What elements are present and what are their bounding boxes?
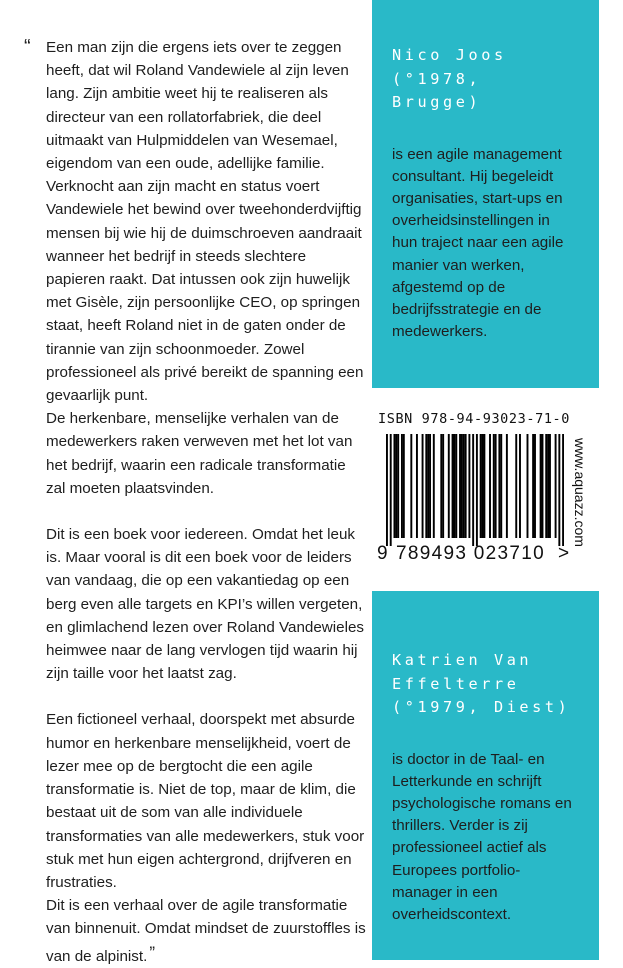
barcode-bar xyxy=(493,434,495,538)
barcode-bar xyxy=(442,434,444,538)
barcode-bar xyxy=(549,434,551,538)
barcode-bar xyxy=(483,434,485,538)
blurb-last-paragraph xyxy=(46,894,368,968)
barcode-bar xyxy=(482,434,484,538)
barcode-bar xyxy=(555,434,557,538)
author-panel-katrien-van-effelterre xyxy=(372,591,599,960)
author-bio: is een agile management consultant. Hij begeleidt organisaties, start-ups en overheidsinstellingen in hun traject naar een agile manier van werken, afgestemd op de bedrijfsstrategie en de medewerkers. xyxy=(392,145,564,341)
author-name: Nico Joos (°1978, Brugge) xyxy=(392,46,507,111)
publisher-url-text: www.aquazz.com xyxy=(572,438,588,547)
barcode-bar xyxy=(480,434,482,538)
publisher-url xyxy=(572,438,602,568)
barcode-bar xyxy=(459,434,461,538)
barcode-bar xyxy=(390,434,392,546)
barcode-bar xyxy=(461,434,463,538)
barcode-bar xyxy=(463,434,465,538)
author-panel-nico-joos xyxy=(372,0,599,388)
barcode-bar xyxy=(427,434,429,538)
isbn-label: ISBN 978-94-93023-71-0 xyxy=(378,411,571,427)
open-quote-mark: “ xyxy=(24,36,31,58)
barcode-bar xyxy=(519,434,521,538)
barcode-bar xyxy=(429,434,431,538)
blurb-paragraph-text: Dit is een verhaal over de agile transformatie van binnenuit. Omdat mindset de zuurstoffles is van de alpinist. xyxy=(46,897,366,965)
barcode-bars xyxy=(386,434,564,546)
close-quote-mark: ” xyxy=(149,942,155,962)
barcode-bar xyxy=(386,434,388,546)
barcode-bar xyxy=(476,434,478,546)
blurb-paragraph: Dit is een boek voor iedereen. Omdat het leuk is. Maar vooral is dit een boek voor de leiders van vandaag, die op een vakantiedag op een berg even alle targets en KPI’s willen vergeten, en glimlachend lezen over Roland Vandewieles heimwee naar de lang vervlogen tijd waarin hij zijn taille voor het laatst zag. xyxy=(46,526,365,683)
barcode-bar xyxy=(401,434,403,538)
barcode-bar xyxy=(425,434,427,538)
barcode-bar xyxy=(397,434,399,538)
barcode-bar xyxy=(416,434,418,538)
quiet-zone-arrow: > xyxy=(558,543,571,564)
barcode-bar xyxy=(542,434,544,538)
barcode-bar xyxy=(440,434,442,538)
barcode-bar xyxy=(495,434,497,538)
barcode-bar xyxy=(422,434,424,538)
ean-digit-groups: 789493 023710 xyxy=(396,543,545,564)
barcode-bar xyxy=(410,434,412,538)
barcode-bar xyxy=(532,434,534,538)
barcode-bar xyxy=(515,434,517,538)
barcode-bar xyxy=(393,434,395,538)
blurb-paragraph: Een fictioneel verhaal, doorspekt met absurde humor en herkenbare menselijkheid, voert de lezer mee op de bergtocht die een agile transformatie is. Niet de top, maar de klim, die bestaat uit de som van alle individuele transformaties van alle medewerkers, stuk voor stuk met hun eigen achtergrond, drijfveren en frustraties. xyxy=(46,711,365,891)
barcode-bar xyxy=(534,434,536,538)
barcode-bar xyxy=(395,434,397,538)
barcode-bar xyxy=(489,434,491,538)
barcode-bar xyxy=(498,434,500,538)
barcode-bar xyxy=(465,434,467,538)
barcode-bar xyxy=(562,434,564,546)
barcode-bar xyxy=(453,434,455,538)
ean-first-digit: 9 xyxy=(377,543,389,564)
blurb-paragraph: De herkenbare, menselijke verhalen van de medewerkers raken verweven met het lot van het bedrijf, waarin een radicale transformatie zal moeten plaatsvinden. xyxy=(46,410,353,497)
barcode-bar xyxy=(403,434,405,538)
back-cover-blurb xyxy=(24,36,368,968)
barcode-bar xyxy=(545,434,547,538)
barcode-bar xyxy=(527,434,529,538)
author-name: Katrien Van Effelterre (°1979, Diest) xyxy=(392,651,571,716)
blurb-paragraph: Een man zijn die ergens iets over te zeggen heeft, dat wil Roland Vandewiele al zijn leven lang. Zijn ambitie weet hij te realiseren als directeur van een rollatorfabriek, die deel uitmaakt van Hulpmiddelen van Wesemael, eigendom van een oude, adellijke familie. Verknocht aan zijn macht en status voert Vandewiele het bewind over tweehonderdvijftig mensen bij wie hij de duimschroeven aandraait wanneer het bedrijf in steeds slechtere papieren raakt. Dat intussen ook zijn huwelijk met Gisèle, zijn persoonlijke CEO, op springen staat, heeft Roland niet in de gaten onder de tirannie van zijn schoonmoeder. Zowel professioneel als privé bereikt de spanning een gevaarlijk punt. xyxy=(46,39,364,405)
barcode-bar xyxy=(468,434,470,538)
barcode-bar xyxy=(547,434,549,538)
barcode-bar xyxy=(506,434,508,538)
isbn-barcode xyxy=(372,411,577,577)
barcode-bar xyxy=(558,434,560,546)
barcode-bar xyxy=(433,434,435,538)
barcode-bar xyxy=(455,434,457,538)
author-bio: is doctor in de Taal- en Letterkunde en schrijft psychologische romans en thrillers. Verder is zij professioneel actief als Europees portfolio-manager in een overheidscontext. xyxy=(392,750,572,923)
barcode-bar xyxy=(448,434,450,538)
barcode-bar xyxy=(472,434,474,546)
barcode-bar xyxy=(500,434,502,538)
barcode-bar xyxy=(540,434,542,538)
barcode-bar xyxy=(452,434,454,538)
